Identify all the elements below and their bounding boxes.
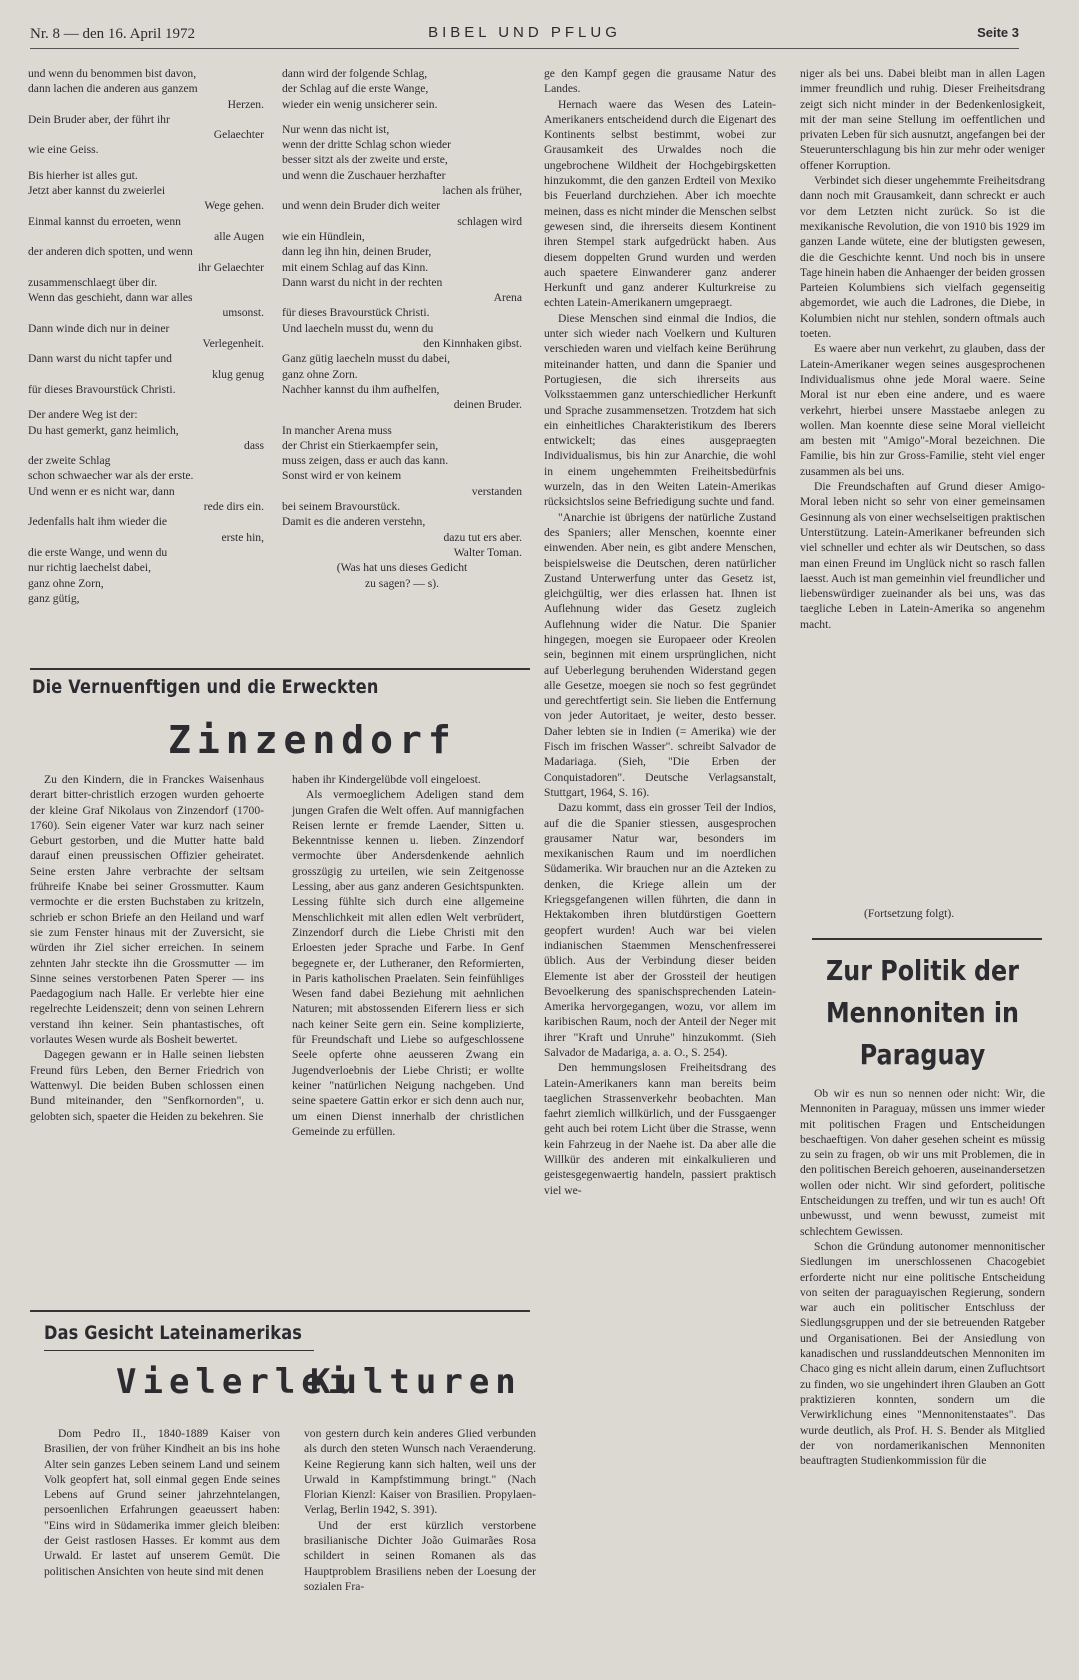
poem-line: alle Augen (214, 229, 264, 243)
rule-zinzendorf (30, 668, 530, 670)
poem-line: schlagen wird (457, 214, 522, 228)
poem-line: zusammenschlaegt über dir. (28, 275, 158, 289)
poem-line: für dieses Bravourstück Christi. (28, 382, 176, 396)
mennoniten-title-line: Zur Politik der (826, 954, 1019, 987)
poem-line: Ganz gütig laecheln musst du dabei, (282, 352, 451, 366)
poem-line: wie eine Geiss. (28, 143, 99, 157)
poem-line: die erste Wange, und wenn du (28, 545, 168, 559)
paragraph: Dazu kommt, dass ein grosser Teil der Indios, auf die die Spanier stiessen, ausgesprochen grausamer Natur war, besonders im mexikanischen Raum und im noerdlichen Südamerika. Wir brauchen nur an die Azteken zu denken, die Kriege allein um der Kriegsgefangenen willen führten, die dann in Hektakomben ihren blutdürstigen Goettern geopfert wurden! Auch war bei vielen indianischen Staemmen Menschenfresserei üblich. Aus der Verbindung dieser beiden Elemente ist aber der Grossteil der heutigen Bevoelkerung des spanischsprechenden Latein-Amerika hervorgegangen, wozu, vor allem im karibischen Raum, noch der Anteil der Neger mit ihrer "Kraft und Unruhe" hinzukommt. (Sieh Salvador de Madariga, a. a. O., S. 254). (544, 801, 776, 1059)
poem-line: ganz ohne Zorn, (28, 576, 104, 590)
mennoniten-body (800, 1086, 1045, 1468)
poem-line: Einmal kannst du erroeten, wenn (28, 214, 181, 228)
poem-line: ihr Gelaechter (198, 260, 264, 274)
poem-line: Gelaechter (213, 128, 264, 142)
paragraph: Dom Pedro II., 1840-1889 Kaiser von Brasilien, der von früher Kindheit an bis ins hohe Alter sein ganzes Leben seinem Land und seinem Volk geopfert hat, soll einmal gegen Ende seines Lebens auf Grund seiner jahrzehntelangen, persoenlichen Erfahrungen geaeussert haben: "Eins wird in Südamerika immer gleich bleiben: der Geist rastlosen Hasses. Er kommt aus dem Urwald. Er lastet auf unserem Gemüt. Die politischen Ansichten von heute sind mit denen (44, 1427, 280, 1578)
page-number: Seite 3 (977, 25, 1019, 40)
paragraph: Die Freundschaften auf Grund dieser Amigo-Moral leben nicht so sehr von einer gemeinsamen Gesinnung als von einer wechselseitigen praktischen Unterstützung. Latein-Amerikaner befreunden sich viel schneller und echter als wir Deutschen, so dass man einen Freund im Unglück nicht so rasch fallen laesst. Auch ist man gemeinhin viel freundlicher und liebenswürdiger zueinander als bei uns, was das taegliche Leben in Latein-Amerika so angenehm macht. (800, 480, 1046, 631)
poem-line: lachen als früher, (442, 184, 522, 198)
stanza-break (282, 413, 522, 423)
zinzendorf-kicker: Die Vernuenftigen und die Erweckten (32, 676, 379, 698)
rule-mennoniten (812, 938, 1042, 940)
poem-line: dann lachen die anderen aus ganzem (28, 82, 198, 96)
page-header (30, 24, 1019, 49)
paragraph: Und der erst kürzlich verstorbene brasilianische Dichter João Guimarães Rosa schildert in seinen Romanen als das Hauptproblem Brasiliens neben der Loesung der sozialen Fra- (304, 1518, 536, 1593)
mennoniten-title-line: Paraguay (859, 1038, 986, 1071)
zinzendorf-column-2 (292, 772, 524, 1139)
paragraph: Dagegen gewann er in Halle seinen liebsten Freund fürs Leben, den Berner Friedrich von Wattenwyl. Die beiden Buben schlossen einen Bund miteinander, den "Senfkornorden", u. gelobten sich, spaeter die Heiden zu bekehren. Sie (30, 1048, 264, 1123)
kulturen-title-b: Kulturen (310, 1362, 522, 1402)
paragraph: haben ihr Kindergelübde voll eingeloest. (292, 773, 481, 786)
poem-line: wie ein Hündlein, (282, 229, 365, 243)
poem-line: der anderen dich spotten, und wenn (28, 245, 193, 259)
poem-line: Dann warst du nicht in der rechten (282, 275, 443, 289)
continuation-note: (Fortsetzung folgt). (864, 907, 955, 920)
poem-line: dass (244, 438, 264, 452)
poem-line: Dann winde dich nur in deiner (28, 321, 170, 335)
poem-line: Der andere Weg ist der: (28, 408, 138, 422)
paragraph: ge den Kampf gegen die grausame Natur des Landes. (544, 67, 776, 96)
poem-line: Herzen. (227, 97, 264, 111)
poem-line: Und wenn er es nicht war, dann (28, 484, 175, 498)
poem-line: wieder ein wenig unsicherer sein. (282, 97, 438, 111)
poem-line: rede dirs ein. (203, 500, 264, 514)
poem-line: erste hin, (221, 530, 264, 544)
paragraph: niger als bei uns. Dabei bleibt man in allen Lagen immer freundlich und ruhig. Dieser Freiheitsdrang zeigt sich nicht minder in der Bedenkenlosigkeit, mit der man seine Stellung im oeffentlichen und privaten Leben für sich ausnutzt, angefangen bei der Steuerunterschlagung bis hin zur mehr oder weniger offener Korruption. (800, 67, 1045, 172)
latin-america-column-4 (800, 66, 1045, 632)
mennoniten-title (818, 950, 1026, 1076)
poem-line: den Kinnhaken gibst. (423, 337, 522, 351)
poem-line: Jetzt aber kannst du zweierlei (28, 184, 166, 198)
poem-line: mit einem Schlag auf das Kinn. (282, 260, 429, 274)
poem-line: Dein Bruder aber, der führt ihr (28, 112, 170, 126)
poem-line: und wenn dein Bruder dich weiter (282, 199, 441, 213)
poem-line: dann wird der folgende Schlag, (282, 67, 428, 80)
masthead: BIBEL UND PFLUG (428, 24, 621, 41)
paragraph: Ob wir es nun so nennen oder nicht: Wir, die Mennoniten in Paraguay, müssen uns immer wieder mit politischen Fragen und Entscheidungen beschaeftigen. Von daher gesehen scheint es müssig zu sein zu fragen, ob wir uns mit Problemen, die in den politischen Bereich gehoeren, auseinandersetzen wollen oder nicht. Wir sind gefordert, politische Entscheidungen zu treffen, und wir tun es auch! Oft unbewusst, und wenn bewusst, zumeist mit schlechtem Gewissen. (800, 1087, 1045, 1238)
poem-line: Sonst wird er von keinem (282, 469, 402, 483)
poem-line: und wenn die Zuschauer herzhafter (282, 168, 446, 182)
poem-line: umsonst. (222, 306, 264, 320)
poem-line: dazu tut ers aber. (443, 530, 522, 544)
paragraph: Es waere aber nun verkehrt, zu glauben, dass der Latein-Amerikaner wegen seines ausgesprochenen Individualismus ohne jede Moral waere. Seine Moral ist nur eben eine andere, und es waere verkehrt, hierbei unsere Masstaebe anlegen zu wollen. Man koennte diese seine Moral vielleicht am besten mit "Amigo"-Moral bezeichnen. Die Familie, bis hin zur Gross-Familie, steht viel enger zusammen als bei uns. (800, 342, 1045, 478)
rule-kulturen-under (44, 1350, 314, 1351)
latin-america-column-3 (544, 66, 776, 1198)
poem-line: der Christ ein Stierkaempfer sein, (282, 438, 439, 452)
poem-line: Arena (493, 291, 522, 305)
poem-line: Jedenfalls halt ihm wieder die (28, 515, 168, 529)
poem-line: deinen Bruder. (453, 398, 522, 412)
poem-line: verstanden (471, 484, 522, 498)
issue-date: Nr. 8 — den 16. April 1972 (30, 26, 195, 42)
kulturen-title-a: Vielerlei (116, 1362, 355, 1402)
poem-line: Damit es die anderen verstehn, (282, 515, 426, 529)
poem-line: besser sitzt als der zweite und erste, (282, 153, 448, 167)
paragraph: Schon die Gründung autonomer mennonitischer Siedlungen im unerschlossenen Chacogebiet erforderte nicht nur eine politische Entscheidung von seiten der paraguayischen Regierung, sondern war auch ein politischer Entschluss der Siedlungsgruppen und der sie betreuenden Ratgeber und Organisationen. Bei der Ansiedlung von kanadischen und russlanddeutschen Mennoniten im Chaco ging es nicht allein darum, einen Zufluchtsort zu finden, wo sie ungehindert ihren Glauben an Gott praktizieren konnten, sondern um die Verwirklichung eines "Mennonitenstaates". Das wurde deutlich, als Prof. H. S. Bender als Mitglied der von nordamerikanischen Mennoniten beauftragten Studienkommission für die (800, 1239, 1045, 1468)
poem-line: Bis hierher ist alles gut. (28, 168, 138, 182)
poem-column-2 (282, 66, 522, 591)
paragraph: Hernach waere das Wesen des Latein-Amerikaners entscheidend durch die Eigenart des Kontinents selbst bestimmt, wobei zur Grausamkeit des Urwaldes noch die ungebrochene Wildheit der Hochgebirgsketten hinzukommt, die den ganzen Erdteil von Mexiko bis Feuerland durchziehen. Aber ich moechte meinen, dass es nicht minder die Menschen selbst gewesen sind, die ihrerseits diesem Kontinent ihren Stempel stark aufgedrückt haben. Aus diesem doppelten Grund wurden und werden auch spaetere Einwanderer ganz anderer Herkunft und ganz anderer Kulturkreise zu echten Latein-Amerikanern umgepraegt. (544, 97, 776, 310)
paragraph: Als vermoeglichem Adeligen stand dem jungen Grafen die Welt offen. Auf mannigfachen Reisen lernte er fremde Laender, Sitten u. Bekenntnisse kennen u. lieben. Zinzendorf vermochte über Andersdenkende aehnlich grosszügig zu urteilen, wie sein Zeitgenosse Lessing, aber aus ganz anderen Gesichtspunkten. Lessing fühlte sich durch eine allgemeine Menschlichkeit mit allen edlen Welt verbrüdert, Zinzendorf durch die Liebe Christi mit den Erloesten jeder Sprache und Farbe. In Genf begegnete er, der Lutheraner, den Reformierten, in Paris katholischen Praelaten. Sein feinfühliges Wesen fand dabei Beziehung mit aehnlichen Naturen; mit abstossenden Eiferern liess er sich nach keiner Seite gern ein. Seine komplizierte, für Freundschaft und Liebe so aufgeschlossene Seele opferte ohne aeusseren Zwang ein Jugendverloebnis der Liebe Christi; er wollte keiner "natürlichen Neigung nachgeben. Und seine spaetere Gattin erkor er sich denn auch nur, um einen Dienst innerhalb der christlichen Gemeinde zu erfüllen. (292, 788, 524, 1138)
poem-line: nur richtig laechelst dabei, (28, 561, 151, 575)
paragraph: Verbindet sich dieser ungehemmte Freiheitsdrang dann noch mit Grausamkeit, dann schreckt er auch vor dem Letzten nicht zurück. So ist die mexikanische Revolution, die von 1910 bis 1929 im ganzen Lande wütete, eine der blutigsten gewesen, die die Geschichte kennt. Und noch bis in unsere Tage hinein haben die Anhaenger der beiden grossen Parteien Kolumbiens sich vielfach gegenseitig abgemordet, wie auch die Ladrones, die Diebe, in Kolumbien nicht nur stehlen, sondern oftmals auch toeten. (800, 174, 1045, 341)
poem-line: wenn der dritte Schlag schon wieder (282, 138, 452, 152)
poem-line: Wege gehen. (204, 199, 264, 213)
poem-line: Verlegenheit. (202, 337, 264, 351)
zinzendorf-column-1 (30, 772, 264, 1124)
poem-line: In mancher Arena muss (282, 423, 392, 437)
poem-line: Nachher kannst du ihm aufhelfen, (282, 382, 440, 396)
rule-kulturen (30, 1310, 530, 1312)
poem-line: Wenn das geschieht, dann war alles (28, 291, 193, 305)
poem-column-1 (28, 66, 264, 606)
paragraph: Diese Menschen sind einmal die Indios, die unter sich wieder nach Voelkern und Kulturen verschieden waren und vielfach keine Berührung miteinander hatten, und dann die Spanier und Portugiesen, die sich ihrerseits aus Volksstaemmen ganz unterschiedlicher Herkunft und Sprache zusammensetzen. Trotzdem hat sich ein einheitliches Charakteristikum des Iberers entwickelt; das eines ausgepraegten Individualismus, bis hin zur Anarchie, die wohl in einem ungehemmten Freiheitsbedürfnis wurzeln, das in den Weiten Latein-Amerikas rücksichtslos seine Befriedigung suchte und fand. (544, 311, 776, 509)
poem-line: (Was hat uns dieses Gedicht (336, 561, 468, 575)
paragraph: "Anarchie ist übrigens der natürliche Zustand des Spaniers; aller Menschen, koennte einer einwenden. Aber nein, es gibt andere Menschen, beispielsweise die Deutschen, deren natürlicher Zustand Unterwerfung unter das Gesetz ist, gleichgültig, wer dies erlassen hat. Ihnen ist Auflehnung wider das Gesetz zugleich Auflehnung wider die Natur. Die Spanier hingegen, moegen sie Europaeer oder Kreolen sein, beginnen mit einem ursprünglichen, nicht auf Ueberlegung beruhenden Widerstand gegen alle Gesetze, moegen sie noch so fest gegründet und gerechtfertigt sein. Sie lieben die Entfernung von jeder Autoritaet, je weiter, desto besser. Daher lebten sie in Indien (= Amerika) wie der Fisch im frischen Wasser". schreibt Salvador de Madariaga. (Sieh, "Die Erben der Conquistadoren". Deutsche Verlagsanstalt, Stuttgart, 1964, S. 16). (544, 510, 776, 799)
kulturen-column-1 (44, 1426, 280, 1579)
poem-line: Und laecheln musst du, wenn du (282, 321, 434, 335)
poem-line: Walter Toman. (453, 545, 522, 559)
stanza-break (282, 112, 522, 122)
paragraph: Den hemmungslosen Freiheitsdrang des Latein-Amerikaners kann man bereits beim taeglichen Strassenverkehr beobachten. Man faehrt ziemlich willkürlich, und der Fussgaenger geht auch bei rotem Licht über die Strasse, wenn kein Fahrzeug in der Naehe ist. Da aber alle die Willkür des anderen mit einkalkulieren und geistesgegenwaertig handeln, passiert praktisch viel we- (544, 1061, 776, 1197)
poem-line: für dieses Bravourstück Christi. (282, 306, 430, 320)
poem-line: Nur wenn das nicht ist, (282, 122, 390, 136)
poem-line: zu sagen? — s). (364, 576, 440, 590)
poem-line: ganz ohne Zorn. (282, 367, 358, 381)
zinzendorf-title: Zinzendorf (168, 718, 457, 762)
paragraph: Zu den Kindern, die in Franckes Waisenhaus derart bitter-christlich erzogen wurden gehoerte der kleine Graf Nikolaus von Zinzendorf (1700-1760). Sein eigener Vater war kurz nach seiner Geburt gestorben, und die Mutter hatte bald darauf einen preussischen Offizier geheiratet. Seine ersten Jahre verbrachte der seltsam frühreife Knabe bei seiner Grossmutter. Kaum vermochte er die ersten Buchstaben zu kritzeln, schrieb er schon Briefe an den Heiland und warf sie zum Fenster hinaus mit der Zuversicht, sie würden ihr Ziel sicher erreichen. In seinem zehnten Jahr steckte ihn die Grossmutter — im Sinne seines verstorbenen Paten Sperer — ins Paedagogium nach Halle. Er verlebte hier eine regelrechte Leidenszeit; denn von seinen Lehrern verstand ihn keiner. Sein phantastisches, oft vorlautes Wesen wurde als Bosheit bewertet. (30, 773, 264, 1047)
kulturen-kicker: Das Gesicht Lateinamerikas (44, 1322, 303, 1344)
stanza-break (28, 397, 264, 407)
poem-line: bei seinem Bravourstück. (282, 500, 401, 514)
poem-line: der zweite Schlag (28, 454, 111, 468)
kulturen-column-2 (304, 1426, 536, 1594)
poem-line: Du hast gemerkt, ganz heimlich, (28, 423, 179, 437)
poem-line: muss zeigen, dass er auch das kann. (282, 454, 449, 468)
poem-line: und wenn du benommen bist davon, (28, 67, 197, 80)
poem-line: schon schwaecher war als der erste. (28, 469, 194, 483)
stanza-break (28, 158, 264, 168)
poem-line: klug genug (212, 367, 264, 381)
poem-line: Dann warst du nicht tapfer und (28, 352, 172, 366)
poem-line: ganz gütig, (28, 591, 80, 605)
paragraph: von gestern durch kein anderes Glied verbunden als durch den steten Wunsch nach Veraenderung. Keine Regierung kann sich halten, weil uns der Urwald in Kampfstimmung bringt." (Nach Florian Kienzl: Kaiser von Brasilien. Propylaen-Verlag, Berlin 1942, S. 391). (304, 1427, 536, 1517)
poem-line: der Schlag auf die erste Wange, (282, 82, 429, 96)
mennoniten-title-line: Mennoniten in (825, 996, 1020, 1029)
poem-line: dann leg ihn hin, deinen Bruder, (282, 245, 432, 259)
